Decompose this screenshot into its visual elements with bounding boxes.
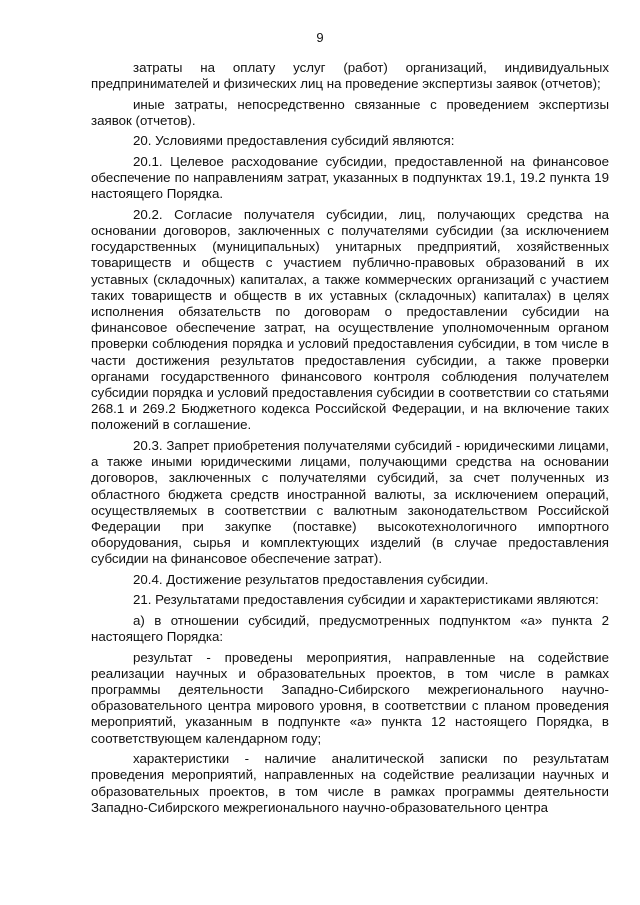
paragraph-20-1: 20.1. Целевое расходование субсидии, предоставленной на финансовое обеспечение по направлениям затрат, указанных в подпунктах 19.1, 19.2 пункта 19 настоящего Порядка. bbox=[91, 153, 609, 202]
paragraph-21-a: а) в отношении субсидий, предусмотренных подпунктом «а» пункта 2 настоящего Порядка: bbox=[91, 612, 609, 645]
document-body bbox=[91, 60, 609, 820]
paragraph-20-4: 20.4. Достижение результатов предоставления субсидии. bbox=[133, 571, 489, 587]
page-number: 9 bbox=[316, 30, 324, 45]
paragraph-expertise-costs: затраты на оплату услуг (работ) организаций, индивидуальных предпринимателей и физических лиц на проведение экспертизы заявок (отчетов); bbox=[91, 60, 609, 92]
paragraph-21-results: 21. Результатами предоставления субсидии и характеристиками являются: bbox=[133, 592, 599, 608]
paragraph-other-costs: иные затраты, непосредственно связанные с проведением экспертизы заявок (отчетов). bbox=[91, 96, 609, 128]
paragraph-20-2: 20.2. Согласие получателя субсидии, лиц, получающих средства на основании договоров, заключенных с получателями субсидии (за исключением государственных (муниципальных) унитарных предприятий, хозяйственных товариществ и обществ с участием публично-правовых образований в их уставных (складочных) капиталах, а также коммерческих организаций с участием таких товариществ и обществ в их уставных (складочных) капиталах) в целях исполнения обязательств по договорам о предоставлении субсидии на финансовое обеспечение затрат, на осуществление уполномоченным органом проверки соблюдения порядка и условий предоставления субсидии, в том числе в части достижения результатов предоставления субсидии, а также проверки органами государственного финансового контроля соблюдения получателем субсидии порядка и условий предоставления субсидии в соответствии со статьями 268.1 и 269.2 Бюджетного кодекса Российской Федерации, и на включение таких положений в соглашение. bbox=[91, 206, 609, 433]
paragraph-20-3: 20.3. Запрет приобретения получателями субсидий - юридическими лицами, а также иными юридическими лицами, получающими средства на основании договоров, заключенных с получателями субсидий, за счет полученных из областного бюджета средств иностранной валюты, за исключением операций, осуществляемых в соответствии с валютным законодательством Российской Федерации при закупке (поставке) высокотехнологичного импортного оборудования, сырья и комплектующих изделий (в случае предоставления субсидии на финансовое обеспечение затрат). bbox=[91, 437, 609, 567]
paragraph-characteristics: характеристики - наличие аналитической записки по результатам проведения мероприятий, направленных на содействие реализации научных и образовательных проектов, в том числе в рамках программы деятельности Западно-Сибирского межрегионального научно-образовательного центра bbox=[91, 751, 609, 815]
paragraph-20-conditions: 20. Условиями предоставления субсидий являются: bbox=[133, 133, 455, 149]
paragraph-result: результат - проведены мероприятия, направленные на содействие реализации научных и образовательных проектов, в том числе в рамках программы деятельности Западно-Сибирского межрегионального научно-образовательного центра мирового уровня, в соответствии с планом проведения мероприятий, указанным в подпункте «а» пункта 12 настоящего Порядка, в соответствующем календарном году; bbox=[91, 649, 609, 746]
